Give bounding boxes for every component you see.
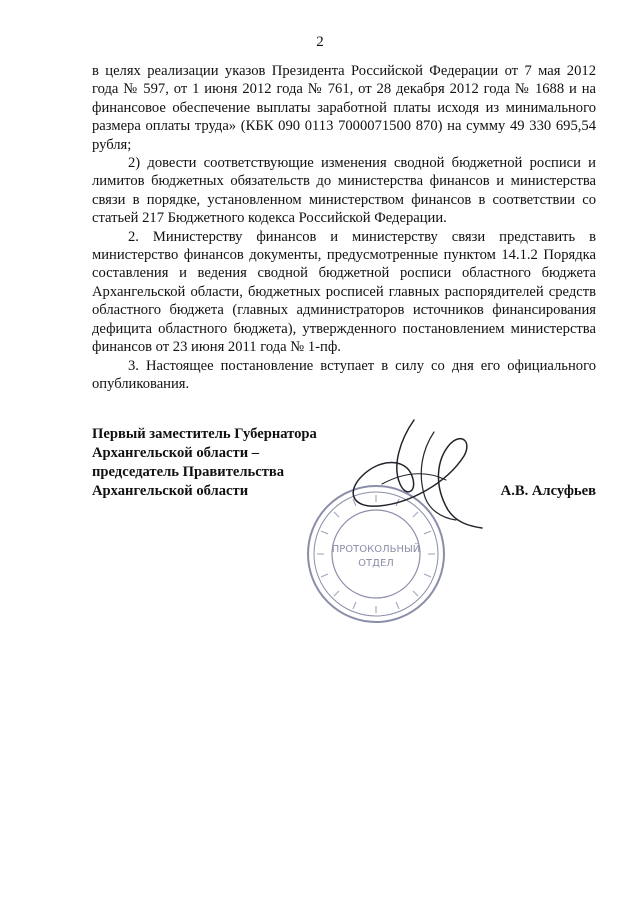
stamp-text-line2: ОТДЕЛ — [358, 558, 394, 569]
paragraph-section-3: 3. Настоящее постановление вступает в силу со дня его официального опубликования. — [92, 357, 596, 392]
handwritten-signature — [296, 414, 492, 532]
signatory-title-line: Первый заместитель Губернатора — [92, 426, 317, 442]
paragraph-item-2: 2) довести соответствующие изменения сводной бюджетной росписи и лимитов бюджетных обязательств до министерства финансов и министерства связи в порядке, установленном министерством финансов в соответствии со статьей 217 Бюджетного кодекса Российской Федерации. — [92, 155, 596, 227]
signatory-title-line: председатель Правительства — [92, 464, 285, 480]
signatory-title-line: Архангельской области — [92, 483, 249, 499]
signatory-name: А.В. Алсуфьев — [500, 483, 596, 499]
document-body — [92, 62, 596, 393]
stamp-text-line1: ПРОТОКОЛЬНЫЙ — [331, 544, 421, 555]
page-number: 2 — [316, 34, 324, 50]
signatory-title-line: Архангельской области – — [92, 445, 260, 461]
paragraph-section-2: 2. Министерству финансов и министерству связи представить в министерство финансов документы, предусмотренные пунктом 14.1.2 Порядка составления и ведения сводной бюджетной росписи областного бюджета Архангельской области, бюджетных росписей главных распорядителей средств областного бюджета (главных администраторов источников финансирования дефицита областного бюджета), утвержденного постановлением министерства финансов от 23 июня 2011 года № 1-пф. — [92, 228, 596, 356]
paragraph-continuation: в целях реализации указов Президента Российской Федерации от 7 мая 2012 года № 597, от 1 июня 2012 года № 761, от 28 декабря 2012 года № 1688 и на финансовое обеспечение выплаты заработной платы исходя из минимального размера оплаты труда» (КБК 090 0113 7000071500 870) на сумму 49 330 695,54 рубля; — [92, 63, 596, 153]
